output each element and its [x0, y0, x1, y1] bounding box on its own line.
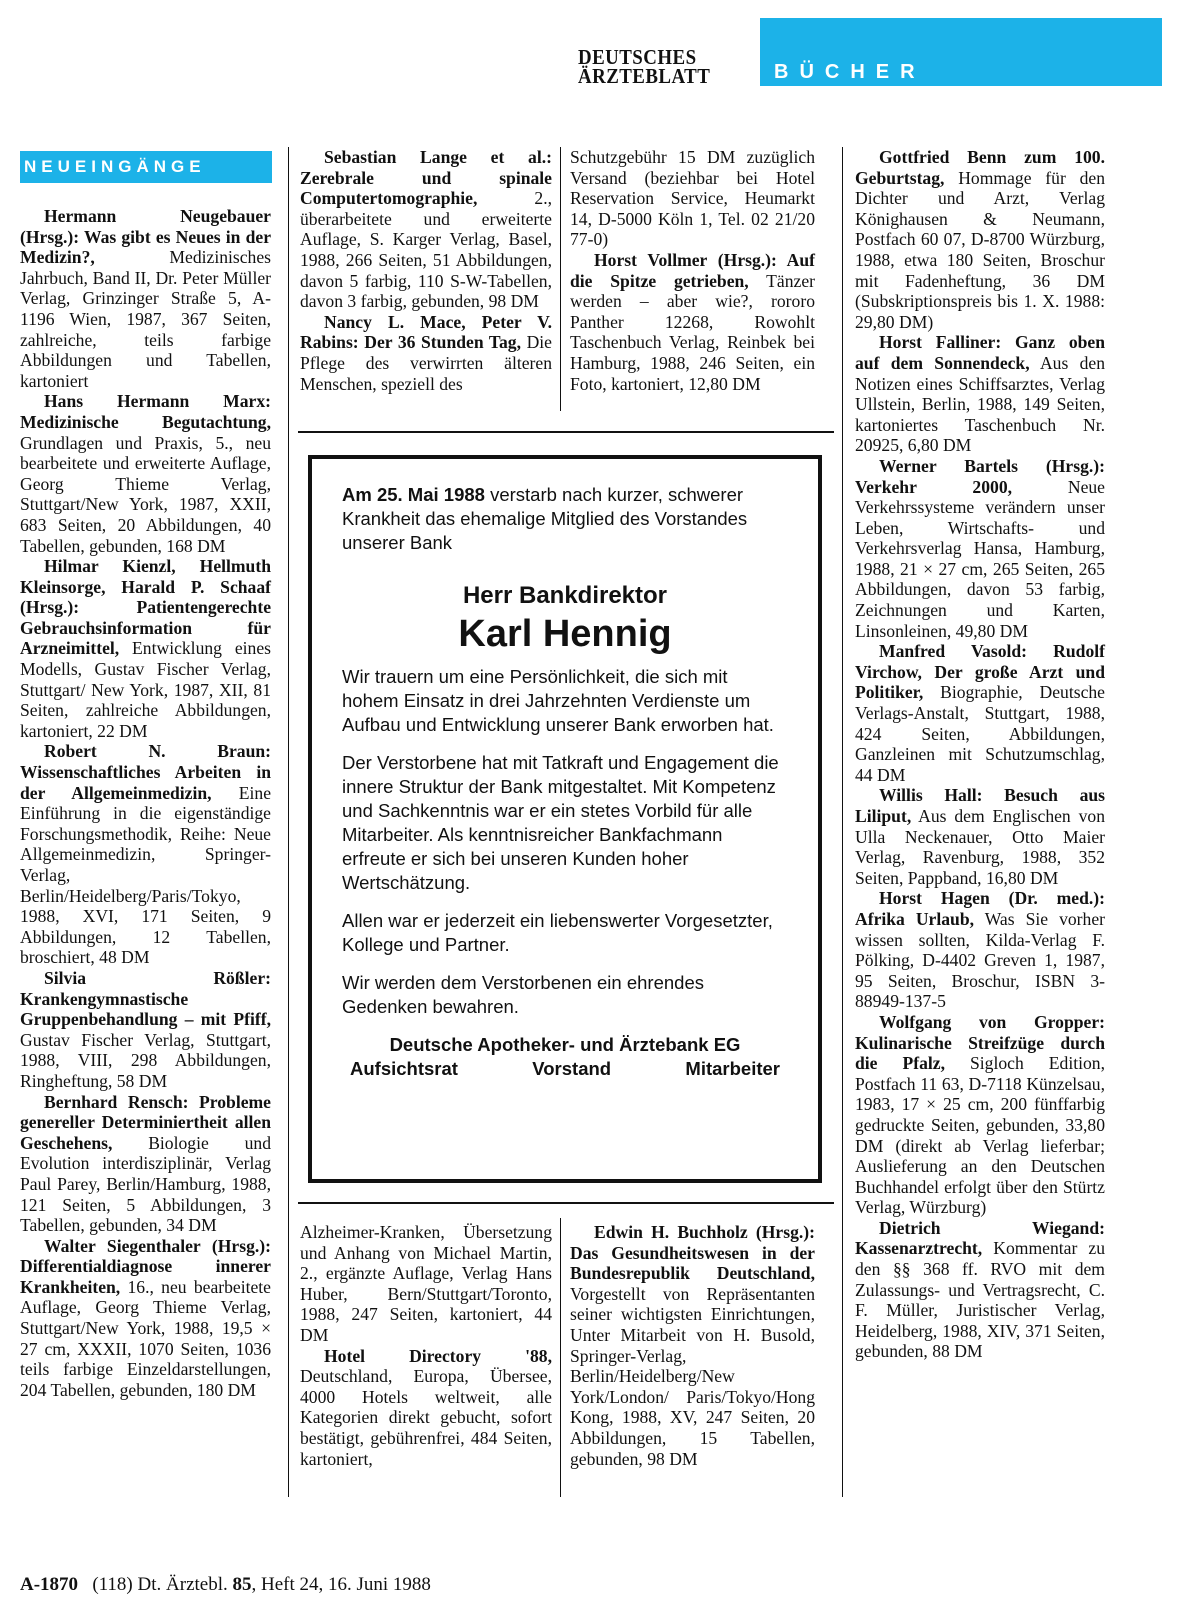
book-author-title: Horst Vollmer (Hrsg.): Auf die Spitze getrieben,: [570, 249, 815, 291]
neueingaenge-tab: [20, 151, 272, 183]
book-author-title: Walter Siegenthaler (Hrsg.): Differentialdiagnose innerer Krankheiten,: [20, 1235, 271, 1297]
book-details: Medizinisches Jahrbuch, Band II, Dr. Peter Müller Verlag, Grinzinger Straße 5, A-1196 Wien, 1987, 367 Seiten, zahlreiche, teils farbige Abbildungen und Tabellen, kartoniert: [20, 247, 271, 391]
obituary-paragraph: Allen war er jederzeit ein liebenswerter Vorgesetzter, Kollege und Partner.: [342, 910, 773, 955]
signature-supervisory-board: Aufsichtsrat: [350, 1058, 458, 1079]
obituary-date: Am 25. Mai 1988: [342, 484, 485, 505]
book-entry: [855, 641, 1105, 785]
column-2-bottom: [300, 1222, 552, 1469]
book-entry: [300, 147, 552, 312]
book-author-title: Hermann Neugebauer (Hrsg.): Was gibt es Neues in der Medizin?,: [20, 206, 271, 268]
book-details: Hommage für den Dichter und Arzt, Verlag Könighausen & Neumann, Postfach 60 07, D-8700 Würzburg, 1988, etwa 180 Seiten, Broschur mit Fadenheftung, 36 DM (Subskriptionspreis bis 1. X. 1988: 29,80 DM): [855, 167, 1105, 332]
page-number: A-1870: [20, 1574, 79, 1595]
book-author-title: Horst Hagen (Dr. med.): Afrika Urlaub,: [855, 888, 1105, 929]
column-divider: [288, 147, 289, 1497]
book-details: Aus den Notizen eines Schiffsarztes, Verlag Ullstein, Berlin, 1988, 149 Seiten, kartoniertes Taschenbuch Nr. 20925, 6,80 DM: [855, 352, 1105, 456]
book-author-title: Hotel Directory '88,: [324, 1345, 552, 1366]
book-entry: [20, 556, 271, 741]
book-author-title: Silvia Rößler: Krankengymnastische Gruppenbehandlung – mit Pfiff,: [20, 967, 271, 1030]
book-entry: [855, 1012, 1105, 1218]
book-entry: [20, 206, 271, 391]
book-details: Grundlagen und Praxis, 5., neu bearbeitete und erweiterte Auflage, Georg Thieme Verlag, Stuttgart/New York, 1987, XXII, 683 Seiten, 20 Abbildungen, 40 Tabellen, gebunden, 168 DM: [20, 432, 271, 556]
book-author-title: Nancy L. Mace, Peter V. Rabins: Der 36 Stunden Tag,: [300, 311, 552, 353]
obituary-signature: [342, 1033, 788, 1081]
book-details: Sigloch Edition, Postfach 11 63, D-7118 Künzelsau, 1983, 17 × 25 cm, 200 fünffarbig gedruckte Seiten, gebunden, 33,80 DM (direkt ab Verlag lieferbar; Auslieferung an den Deutschen Buchhandel erfolgt über den Stürtz Verlag, Würzburg): [855, 1053, 1105, 1218]
signature-staff: Mitarbeiter: [685, 1058, 780, 1079]
section-label: BÜCHER: [774, 61, 926, 83]
book-author-title: Robert N. Braun: Wissenschaftliches Arbeiten in der Allgemeinmedizin,: [20, 741, 271, 803]
book-entry: [20, 1092, 271, 1236]
obituary-paragraph: Wir werden dem Verstorbenen ein ehrendes Gedenken bewahren.: [342, 972, 704, 1017]
book-entry: [300, 312, 552, 394]
obituary-title: Herr Bankdirektor: [462, 582, 668, 609]
book-author-title: Wolfgang von Gropper: Kulinarische Streifzüge durch die Pfalz,: [855, 1011, 1105, 1074]
signature-organization: Deutsche Apotheker- und Ärztebank EG: [389, 1034, 741, 1055]
book-details: Biologie und Evolution interdisziplinär, Verlag Paul Parey, Berlin/Hamburg, 1988, 121 Seiten, 5 Abbildungen, 3 Tabellen, gebunden, 34 DM: [20, 1132, 271, 1236]
book-entry: [20, 1236, 271, 1401]
book-details: Entwicklung eines Modells, Gustav Fischer Verlag, Stuttgart/ New York, 1987, XII, 81 Seiten, zahlreiche Abbildungen, kartoniert, 22 DM: [20, 638, 271, 741]
column-divider: [560, 147, 561, 411]
ad-bottom-rule: [298, 1202, 834, 1204]
book-details: Schutzgebühr 15 DM zuzüglich Versand (beziehbar bei Hotel Reservation Service, Heumarkt 14, D-5000 Köln 1, Tel. 02 21/20 77-0): [570, 147, 815, 250]
column-1: [20, 206, 271, 1400]
book-entry: [20, 968, 271, 1092]
book-author-title: Dietrich Wiegand: Kassenarztrecht,: [855, 1217, 1105, 1259]
book-author-title: Willis Hall: Besuch aus Liliput,: [855, 785, 1105, 826]
column-4: [855, 147, 1105, 1362]
book-author-title: Hilmar Kienzl, Hellmuth Kleinsorge, Harald P. Schaaf (Hrsg.): Patientengerechte Gebrauchsinformation für Arzneimittel,: [20, 556, 271, 659]
masthead-line-2: ÄRZTEBLATT: [578, 64, 711, 88]
book-details: Vorgestellt von Repräsentanten seiner wichtigsten Einrichtungen, Unter Mitarbeit von H. Busold, Springer-Verlag, Berlin/Heidelberg/New York/London/ Paris/Tokyo/Hong Kong, 1988, XV, 247 Seiten, 20 Abbildungen, 15 Tabellen, gebunden, 98 DM: [570, 1283, 815, 1469]
book-details: 2., überarbeitete und erweiterte Auflage, S. Karger Verlag, Basel, 1988, 266 Seiten, 51 Abbildungen, davon 5 farbig, 110 S-W-Tabellen, davon 3 farbig, gebunden, 98 DM: [300, 188, 552, 312]
book-author-title: Horst Falliner: Ganz oben auf dem Sonnendeck,: [855, 332, 1105, 373]
book-details: Eine Einführung in die eigenständige Forschungsmethodik, Reihe: Neue Allgemeinmedizin, Springer-Verlag, Berlin/Heidelberg/Paris/Tokyo, 1988, XVI, 171 Seiten, 9 Abbildungen, 12 Tabellen, broschiert, 48 DM: [20, 782, 271, 968]
book-entry: [300, 1346, 552, 1470]
book-author-title: Bernhard Rensch: Probleme genereller Determiniertheit allen Geschehens,: [20, 1091, 271, 1153]
column-divider: [842, 147, 843, 1497]
masthead: [578, 45, 713, 90]
book-author-title: Gottfried Benn zum 100. Geburtstag,: [855, 147, 1105, 188]
book-details: Tänzer werden – aber wie?, rororo Panther 12268, Rowohlt Taschenbuch Verlag, Reinbek bei Hamburg, 1988, 246 Seiten, ein Foto, kartoniert, 12,80 DM: [570, 270, 815, 394]
book-entry: [855, 785, 1105, 888]
book-author-title: Hans Hermann Marx: Medizinische Begutachtung,: [20, 391, 271, 432]
book-details: Aus dem Englischen von Ulla Neckenauer, Otto Maier Verlag, Ravenburg, 1988, 352 Seiten, Pappband, 16,80 DM: [855, 806, 1105, 888]
journal-issue: , Heft 24, 16. Juni 1988: [251, 1574, 431, 1595]
book-details: Die Pflege des verwirrten älteren Menschen, speziell des: [300, 332, 552, 394]
book-entry: [570, 1222, 815, 1469]
book-entry: [855, 1218, 1105, 1362]
column-2-top: [300, 147, 552, 394]
ad-top-rule: [298, 431, 834, 433]
column-divider: [560, 1218, 561, 1497]
book-entry: [855, 147, 1105, 332]
book-author-title: Sebastian Lange et al.: Zerebrale und spinale Computertomographie,: [300, 147, 552, 209]
book-details: Alzheimer-Kranken, Übersetzung und Anhang von Michael Martin, 2., ergänzte Auflage, Verlag Hans Huber, Bern/Stuttgart/Toronto, 1988, 247 Seiten, kartoniert, 44 DM: [300, 1222, 552, 1345]
book-author-title: Edwin H. Buchholz (Hrsg.): Das Gesundheitswesen in der Bundesrepublik Deutschland,: [570, 1222, 815, 1284]
book-entry: [300, 1222, 552, 1346]
book-entry: [20, 741, 271, 968]
book-entry: [20, 391, 271, 556]
masthead-line-1: DEUTSCHES: [578, 45, 697, 69]
book-entry: [855, 332, 1105, 456]
book-entry: [855, 456, 1105, 641]
book-entry: [570, 250, 815, 394]
signature-board: Vorstand: [532, 1058, 612, 1079]
section-tab: [760, 18, 1162, 86]
page-footer: [20, 1574, 431, 1596]
book-details: Kommentar zu den §§ 368 ff. RVO mit dem Zulassungs- und Vertragsrecht, C. F. Müller, Juristischer Verlag, Heidelberg, 1988, XIV, 371 Seiten, gebunden, 88 DM: [855, 1238, 1105, 1362]
obituary-notice: [308, 455, 822, 1183]
book-details: Neue Verkehrssysteme verändern unser Leben, Wirtschafts- und Verkehrsverlag Hansa, Hamburg, 1988, 21 × 27 cm, 265 Seiten, 265 Abbildungen, davon 53 farbig, Zeichnungen und Karten, Linsonleinen, 49,80 DM: [855, 476, 1105, 641]
obituary-intro: Am 25. Mai 1988 verstarb nach kurzer, schwerer Krankheit das ehemalige Mitglied des Vorstandes unserer Bank: [342, 484, 748, 553]
column-3-bottom: [570, 1222, 815, 1469]
book-author-title: Werner Bartels (Hrsg.): Verkehr 2000,: [855, 455, 1105, 497]
book-details: Was Sie vorher wissen sollten, Kilda-Verlag F. Pölking, D-4402 Greven 1, 1987, 95 Seiten, Broschur, ISBN 3-88949-137-5: [855, 908, 1105, 1012]
book-details: Biographie, Deutsche Verlags-Anstalt, Stuttgart, 1988, 424 Seiten, Abbildungen, Ganzleinen mit Schutzumschlag, 44 DM: [855, 682, 1105, 785]
book-author-title: Manfred Vasold: Rudolf Virchow, Der große Arzt und Politiker,: [855, 641, 1105, 703]
column-3-top: [570, 147, 815, 394]
journal-volume: 85: [232, 1574, 252, 1595]
journal-name: Dt. Ärztebl.: [137, 1574, 228, 1595]
obituary-paragraph: Der Verstorbene hat mit Tatkraft und Engagement die innere Struktur der Bank mitgestaltet. Mit Kompetenz und Sachkenntnis war er ein stetes Vorbild für alle Mitarbeiter. Als kenntnisreicher Bankfachmann erfreute er sich bei unseren Kunden hoher Wertschätzung.: [342, 752, 779, 893]
neueingaenge-label: NEUEINGÄNGE: [24, 157, 206, 176]
book-details: 16., neu bearbeitete Auflage, Georg Thieme Verlag, Stuttgart/New York, 1988, 19,5 × 27 cm, XXXII, 1070 Seiten, 1036 teils farbige Einzeldarstellungen, 204 Tabellen, gebunden, 180 DM: [20, 1276, 271, 1400]
book-entry: [855, 888, 1105, 1012]
book-details: Deutschland, Europa, Übersee, 4000 Hotels weltweit, alle Kategorien direkt gebucht, sofort bestätigt, gebührenfrei, 484 Seiten, kartoniert,: [300, 1366, 552, 1469]
book-entry: [570, 147, 815, 250]
book-details: Gustav Fischer Verlag, Stuttgart, 1988, VIII, 298 Abbildungen, Ringheftung, 58 DM: [20, 1029, 271, 1091]
obituary-name: Karl Hennig: [458, 613, 672, 655]
obituary-paragraph: Wir trauern um eine Persönlichkeit, die sich mit hohem Einsatz in drei Jahrzehnten Verdienste um Aufbau und Entwicklung unserer Bank erworben hat.: [342, 666, 774, 735]
page-number-inner: (118): [92, 1574, 133, 1595]
